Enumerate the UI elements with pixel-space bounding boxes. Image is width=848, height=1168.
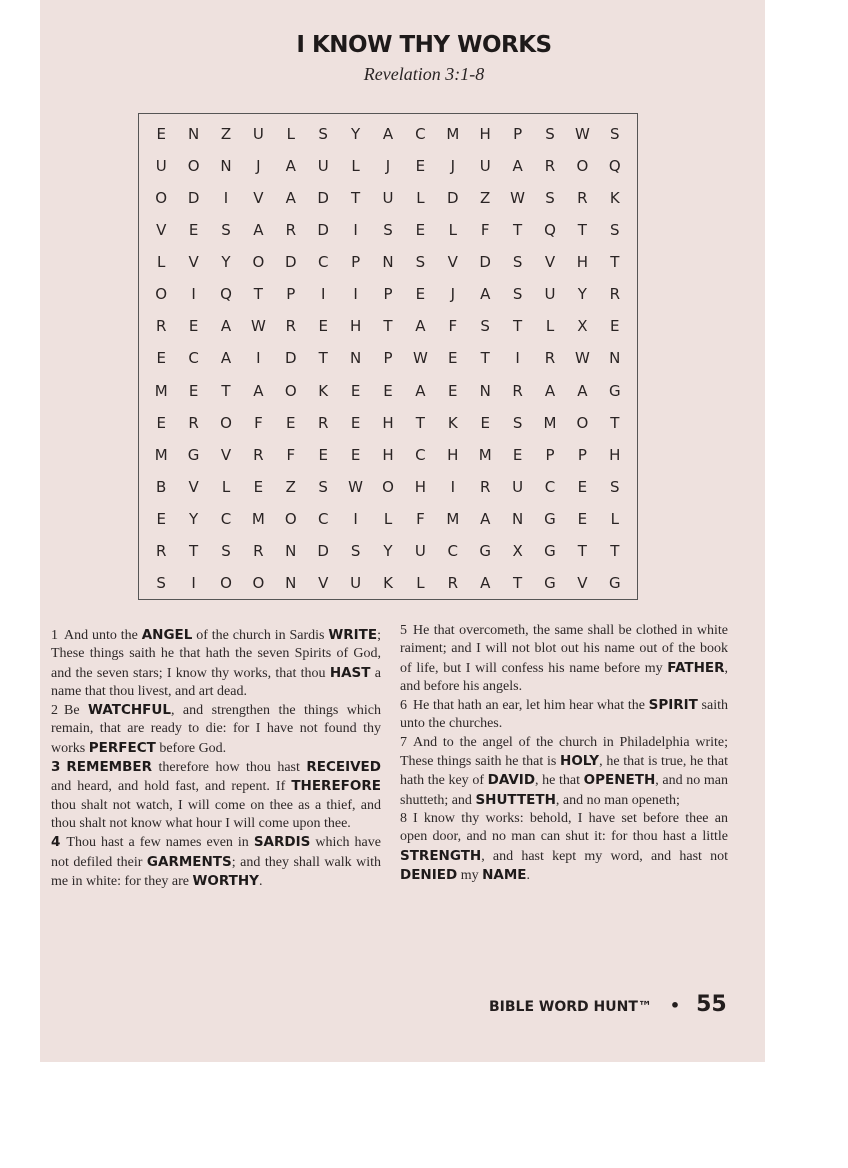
grid-letter: E xyxy=(610,317,620,336)
verse-number: 6 xyxy=(400,698,407,714)
grid-letter: R xyxy=(188,413,199,432)
grid-letter: C xyxy=(544,477,556,496)
grid-letter: U xyxy=(544,285,556,304)
verses-right-column xyxy=(400,622,728,885)
grid-letter: U xyxy=(414,541,426,560)
grid-letter: V xyxy=(188,253,199,272)
verse-1 xyxy=(51,626,381,701)
grid-letter: D xyxy=(479,253,491,272)
verse-2 xyxy=(51,701,381,758)
grid-letter: T xyxy=(610,413,620,432)
grid-letter: H xyxy=(609,445,621,464)
grid-letter: E xyxy=(350,445,361,464)
verse-8 xyxy=(400,810,728,885)
grid-letter: Z xyxy=(480,189,491,208)
grid-letter: E xyxy=(253,477,264,496)
verse-text: and heard, and hold fast, and repent. If xyxy=(51,779,292,795)
grid-letter: T xyxy=(253,285,263,304)
grid-letter: E xyxy=(188,381,199,400)
grid-letter: C xyxy=(447,541,459,560)
grid-letter: A xyxy=(415,317,426,336)
grid-letter: R xyxy=(512,381,523,400)
grid-letter: N xyxy=(479,381,491,400)
grid-letter: W xyxy=(510,189,526,208)
grid-letter: O xyxy=(155,285,168,304)
verse-number: 2 xyxy=(51,703,58,719)
grid-letter: F xyxy=(286,445,296,464)
grid-letter: E xyxy=(286,413,296,432)
grid-letter: J xyxy=(450,285,456,304)
keyword: DAVID xyxy=(487,772,536,789)
grid-letter: D xyxy=(447,189,459,208)
grid-letter: T xyxy=(383,317,393,336)
grid-letter: V xyxy=(447,253,458,272)
grid-letter: K xyxy=(318,381,329,400)
grid-letter: S xyxy=(350,541,361,560)
grid-letter: U xyxy=(252,125,264,144)
grid-letter: N xyxy=(285,541,297,560)
grid-letter: A xyxy=(220,349,232,368)
grid-letter: R xyxy=(155,317,167,336)
keyword: STRENGTH xyxy=(400,847,482,864)
grid-letter: T xyxy=(480,349,490,368)
verse-number: 1 xyxy=(51,628,58,643)
grid-letter: G xyxy=(479,541,491,560)
grid-letter: M xyxy=(446,125,460,144)
grid-letter: C xyxy=(415,445,426,464)
grid-letter: P xyxy=(286,285,296,304)
grid-letter: Z xyxy=(285,477,296,496)
grid-letter: F xyxy=(480,221,490,240)
page-footer xyxy=(489,992,727,1017)
grid-letter: G xyxy=(544,573,556,592)
grid-letter: L xyxy=(157,253,166,272)
grid-letter: H xyxy=(382,445,394,464)
keyword: REMEMBER xyxy=(66,759,153,776)
separator-bullet: • xyxy=(669,996,681,1015)
verse-number: 7 xyxy=(400,734,407,750)
grid-letter: R xyxy=(544,157,556,176)
grid-letter: P xyxy=(545,445,555,464)
grid-letter: A xyxy=(253,381,264,400)
grid-letter: A xyxy=(544,381,556,400)
grid-letter: C xyxy=(415,125,426,144)
grid-letter: I xyxy=(353,509,358,528)
grid-letter: S xyxy=(318,125,328,144)
grid-letter: O xyxy=(252,253,265,272)
grid-letter: S xyxy=(415,253,426,272)
grid-letter: G xyxy=(544,541,556,560)
grid-letter: S xyxy=(221,541,231,560)
grid-letter: S xyxy=(610,221,620,240)
grid-letter: H xyxy=(349,317,362,336)
grid-letter: U xyxy=(350,573,362,592)
grid-letter: N xyxy=(285,573,297,592)
grid-letter: I xyxy=(320,285,326,304)
grid-letter: O xyxy=(576,413,589,432)
grid-letter: R xyxy=(447,573,459,592)
word-search-grid xyxy=(138,113,638,600)
verse-text: I know thy works: behold, I have set before thee an open door, and no man can shut it: for thou hast a little xyxy=(400,810,728,845)
grid-letter: E xyxy=(415,221,426,240)
keyword: RECEIVED xyxy=(306,759,381,776)
verse-text: , and no man openeth; xyxy=(555,792,680,808)
grid-letter: Q xyxy=(220,285,232,304)
grid-letter: P xyxy=(513,125,523,144)
grid-letter: A xyxy=(512,157,523,176)
grid-letter: R xyxy=(317,413,329,432)
verse-text: therefore how thou hast xyxy=(152,760,307,776)
grid-letter: R xyxy=(155,541,167,560)
verse-number: 4 xyxy=(51,834,61,851)
keyword: HOLY xyxy=(560,753,600,770)
grid-letter: A xyxy=(577,381,588,400)
verse-text: He that hath an ear, let him hear what the xyxy=(413,698,649,714)
grid-letter: X xyxy=(577,317,588,336)
grid-letter: B xyxy=(156,477,167,496)
grid-letter: M xyxy=(543,413,557,432)
grid-letter: E xyxy=(156,125,166,144)
grid-letter: K xyxy=(447,413,458,432)
grid-letter: T xyxy=(610,541,620,560)
grid-letter: E xyxy=(188,221,199,240)
grid-letter: F xyxy=(448,317,458,336)
grid-letter: T xyxy=(221,381,231,400)
grid-letter: G xyxy=(608,573,621,592)
verses-left-column xyxy=(51,626,381,891)
grid-letter: X xyxy=(512,541,523,560)
grid-letter: Y xyxy=(577,285,587,304)
grid-letter: R xyxy=(285,317,297,336)
grid-letter: I xyxy=(223,189,229,208)
grid-letter: S xyxy=(318,477,328,496)
grid-letter: Y xyxy=(189,509,199,528)
keyword: DENIED xyxy=(400,866,458,883)
verse-text: And unto the xyxy=(64,628,142,643)
grid-letter: V xyxy=(220,445,232,464)
verse-text: . xyxy=(526,867,530,883)
grid-letter: A xyxy=(480,573,491,592)
grid-letter: P xyxy=(383,285,393,304)
grid-letter: T xyxy=(577,221,587,240)
grid-letter: E xyxy=(577,509,588,528)
verse-3 xyxy=(51,758,381,833)
grid-letter: H xyxy=(447,445,459,464)
grid-letter: E xyxy=(383,381,393,400)
grid-letter: H xyxy=(414,477,427,496)
keyword: SHUTTETH xyxy=(475,791,556,808)
grid-letter: T xyxy=(318,349,328,368)
verse-text: Thou hast a few names even in xyxy=(66,835,254,851)
grid-letter: L xyxy=(416,573,425,592)
keyword: WRITE xyxy=(328,627,378,643)
grid-letter: E xyxy=(577,477,588,496)
grid-letter: J xyxy=(385,157,391,176)
grid-letter: K xyxy=(383,573,393,592)
verse-7 xyxy=(400,734,728,810)
grid-letter: W xyxy=(412,349,428,368)
grid-letter: D xyxy=(285,253,297,272)
grid-letter: S xyxy=(545,189,555,208)
grid-letter: N xyxy=(220,157,232,176)
grid-letter: P xyxy=(577,445,587,464)
grid-letter: G xyxy=(608,381,621,400)
grid-letter: V xyxy=(544,253,556,272)
verse-number: 5 xyxy=(400,623,407,638)
keyword: HAST xyxy=(329,664,371,681)
verse-text: Be xyxy=(64,703,89,719)
grid-letter: Q xyxy=(544,221,556,240)
verse-number: 3 xyxy=(51,759,61,776)
grid-letter: Y xyxy=(221,253,231,272)
grid-letter: L xyxy=(610,509,619,528)
grid-letter: S xyxy=(221,221,231,240)
grid-letter: O xyxy=(576,157,589,176)
grid-letter: D xyxy=(317,221,329,240)
grid-letter: W xyxy=(250,317,266,336)
grid-letter: N xyxy=(382,253,394,272)
grid-letter: Y xyxy=(351,125,361,144)
grid-letter: M xyxy=(446,509,460,528)
grid-letter: T xyxy=(351,189,361,208)
grid-letter: T xyxy=(513,221,523,240)
grid-letter: S xyxy=(512,413,523,432)
verse-text: , he that xyxy=(535,773,584,789)
page-number: 55 xyxy=(696,992,727,1017)
grid-letter: E xyxy=(415,157,426,176)
grid-letter: W xyxy=(574,349,590,368)
grid-letter: S xyxy=(545,125,555,144)
verse-number: 8 xyxy=(400,810,407,826)
keyword: WORTHY xyxy=(192,872,259,889)
grid-letter: T xyxy=(513,573,523,592)
grid-letter: Y xyxy=(383,541,393,560)
verse-text: , and before his angels. xyxy=(400,660,728,694)
grid-letter: I xyxy=(353,221,358,240)
grid-letter: H xyxy=(479,125,491,144)
grid-letter: S xyxy=(512,285,523,304)
grid-letter: I xyxy=(515,349,520,368)
verse-4 xyxy=(51,833,381,891)
grid-letter: A xyxy=(253,221,264,240)
grid-letter: E xyxy=(318,317,328,336)
keyword: WATCHFUL xyxy=(88,702,171,719)
verse-text: a name that thou livest, and art dead. xyxy=(51,665,381,699)
verse-text: of the church in Sardis xyxy=(192,628,329,643)
grid-letter: L xyxy=(416,189,425,208)
grid-letter: I xyxy=(353,285,358,304)
grid-letter: T xyxy=(415,413,425,432)
verse-text: , he that is true, he that hath the key of xyxy=(400,754,728,789)
grid-letter: I xyxy=(191,573,196,592)
grid-letter: A xyxy=(415,381,426,400)
grid-letter: V xyxy=(156,221,167,240)
grid-letter: Z xyxy=(220,125,232,144)
grid-letter: E xyxy=(415,285,426,304)
grid-letter: Q xyxy=(608,157,621,176)
verse-text: before God. xyxy=(155,740,227,756)
grid-letter: P xyxy=(383,349,393,368)
grid-letter: S xyxy=(156,573,166,592)
verse-text: . xyxy=(258,873,263,889)
grid-letter: M xyxy=(154,445,168,464)
grid-letter: A xyxy=(480,509,491,528)
grid-letter: T xyxy=(577,541,587,560)
grid-letter: D xyxy=(317,541,329,560)
grid-letter: U xyxy=(317,157,329,176)
page-title: I KNOW THY WORKS xyxy=(296,32,552,58)
verse-6 xyxy=(400,696,728,734)
verse-text: thou shalt not watch, I will come on thee as a thief, and thou shalt not know what hour I will come upon thee. xyxy=(51,797,381,831)
grid-letter: P xyxy=(351,253,361,272)
grid-letter: L xyxy=(286,125,295,144)
grid-letter: S xyxy=(512,253,523,272)
grid-letter: U xyxy=(155,157,167,176)
grid-letter: G xyxy=(187,445,200,464)
verse-text: saith unto the churches. xyxy=(400,698,728,732)
grid-letter: R xyxy=(609,285,621,304)
grid-letter: T xyxy=(189,541,199,560)
grid-letter: C xyxy=(317,509,329,528)
grid-letter: E xyxy=(156,413,166,432)
verse-text: And to the angel of the church in Philadelphia write; These things saith he that is xyxy=(400,734,728,770)
keyword: OPENETH xyxy=(583,772,656,789)
grid-letter: R xyxy=(285,221,297,240)
grid-letter: L xyxy=(221,477,231,496)
grid-letter: O xyxy=(155,189,168,208)
grid-letter: K xyxy=(609,189,620,208)
grid-letter: R xyxy=(544,349,556,368)
grid-letter: V xyxy=(188,477,199,496)
verse-5 xyxy=(400,622,728,696)
grid-letter: J xyxy=(256,157,261,176)
grid-letter: T xyxy=(610,253,620,272)
grid-letter: O xyxy=(187,157,200,176)
grid-letter: L xyxy=(545,317,555,336)
keyword: GARMENTS xyxy=(146,853,232,870)
verse-text: , and no man shutteth; and xyxy=(400,773,728,808)
grid-letter: C xyxy=(220,509,232,528)
keyword: SARDIS xyxy=(253,834,311,851)
grid-letter: O xyxy=(252,573,265,592)
grid-letter: W xyxy=(348,477,364,496)
grid-letter: O xyxy=(284,509,297,528)
grid-letter: L xyxy=(448,221,457,240)
keyword: THEREFORE xyxy=(291,778,381,795)
grid-letter: M xyxy=(251,509,265,528)
verse-text: my xyxy=(457,867,483,883)
grid-letter: A xyxy=(285,157,296,176)
grid-letter: A xyxy=(285,189,296,208)
grid-letter: O xyxy=(284,381,297,400)
grid-letter: E xyxy=(156,349,166,368)
grid-letter: D xyxy=(317,189,329,208)
grid-letter: S xyxy=(383,221,393,240)
grid-letter: U xyxy=(479,157,491,176)
grid-letter: E xyxy=(156,509,166,528)
grid-letter: F xyxy=(254,413,263,432)
grid-letter: R xyxy=(577,189,588,208)
grid-letter: E xyxy=(350,381,361,400)
grid-letter: A xyxy=(382,125,394,144)
grid-letter: M xyxy=(154,381,168,400)
grid-letter: T xyxy=(513,317,523,336)
grid-letter: V xyxy=(577,573,588,592)
verse-text: , and strengthen the things which remain, that are ready to die: for I have not found thy works xyxy=(51,703,381,756)
grid-letter: O xyxy=(220,413,232,432)
grid-letter: S xyxy=(480,317,490,336)
grid-letter: W xyxy=(574,125,590,144)
grid-letter: H xyxy=(576,253,589,272)
verse-text: He that overcometh, the same shall be clothed in white raiment; and I will not blot out his name out of the book of life, but I will confess his name before my xyxy=(400,623,728,676)
verse-text: , and hast kept my word, and hast not xyxy=(481,848,728,864)
verse-text: ; These things saith he that hath the seven Spirits of God, and the seven stars; I know thy works, that thou xyxy=(51,628,381,681)
scripture-reference: Revelation 3:1-8 xyxy=(363,64,485,84)
grid-letter: A xyxy=(480,285,491,304)
grid-letter: H xyxy=(382,413,394,432)
grid-letter: U xyxy=(512,477,524,496)
grid-letter: R xyxy=(479,477,491,496)
grid-letter: O xyxy=(220,573,232,592)
grid-letter: R xyxy=(253,445,264,464)
keyword: PERFECT xyxy=(88,739,156,756)
keyword: FATHER xyxy=(667,659,725,676)
keyword: ANGEL xyxy=(141,627,193,643)
grid-letter: M xyxy=(478,445,492,464)
grid-letter: L xyxy=(351,157,360,176)
grid-letter: C xyxy=(317,253,329,272)
grid-letter: N xyxy=(349,349,362,368)
verse-text: ; and they shall walk with me in white: for they are xyxy=(51,854,381,889)
grid-letter: D xyxy=(187,189,200,208)
grid-letter: I xyxy=(191,285,196,304)
grid-letter: E xyxy=(188,317,199,336)
grid-letter: N xyxy=(187,125,200,144)
grid-letter: S xyxy=(610,477,620,496)
grid-letter: I xyxy=(450,477,456,496)
grid-letter: V xyxy=(318,573,329,592)
grid-letter: D xyxy=(285,349,297,368)
grid-letter: G xyxy=(544,509,556,528)
grid-letter: R xyxy=(253,541,264,560)
grid-letter: V xyxy=(253,189,264,208)
grid-letter: E xyxy=(448,381,458,400)
grid-letter: E xyxy=(350,413,361,432)
grid-letter: S xyxy=(610,125,620,144)
keyword: NAME xyxy=(482,866,527,883)
grid-letter: E xyxy=(480,413,490,432)
grid-letter: E xyxy=(448,349,458,368)
grid-letter: A xyxy=(220,317,232,336)
grid-letter: N xyxy=(609,349,621,368)
grid-letter: O xyxy=(382,477,394,496)
grid-letter: F xyxy=(416,509,425,528)
verse-text: which have not defiled their xyxy=(51,835,381,870)
keyword: SPIRIT xyxy=(648,697,698,714)
grid-letter: E xyxy=(512,445,523,464)
grid-letter: L xyxy=(383,509,393,528)
series-name: BIBLE WORD HUNT™ xyxy=(489,999,652,1015)
grid-letter: J xyxy=(450,157,456,176)
grid-letter: N xyxy=(511,509,524,528)
grid-letter: E xyxy=(318,445,328,464)
grid-letter: C xyxy=(188,349,199,368)
grid-letter: U xyxy=(382,189,394,208)
grid-letter: I xyxy=(256,349,261,368)
